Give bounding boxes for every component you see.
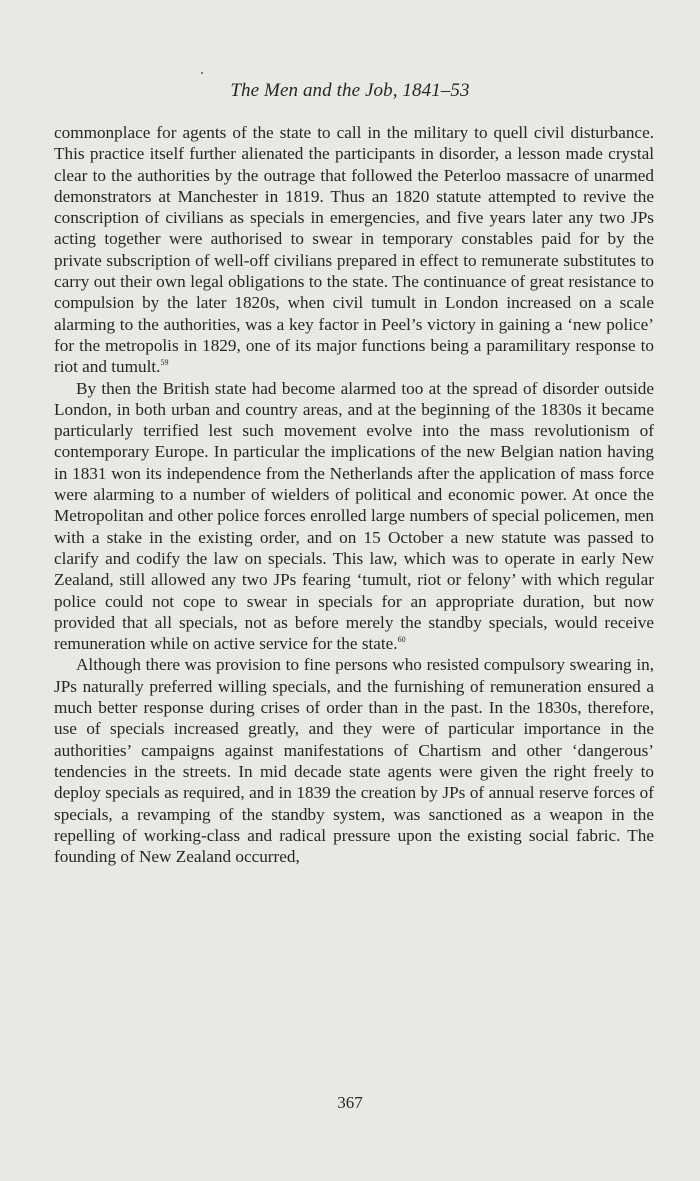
footnote-ref-59[interactable]: 59 [160,358,169,368]
paragraph-1 [54,122,654,378]
page-number: 367 [337,1093,363,1112]
paragraph-3-text: Although there was provision to fine persons who resisted compulsory swearing in, JPs naturally preferred willing specials, and the furnishing of remuneration ensured a much better response during crises of order than in the past. In the 1830s, therefore, use of specials increased greatly, and they were of particular importance in the authorities’ campaigns against manifestations of Chartism and other ‘dangerous’ tendencies in the streets. In mid decade state agents were given the right freely to deploy specials as required, and in 1839 the creation by JPs of annual reserve forces of specials, a revamping of the standby system, was sanctioned as a weapon in the repelling of working-class and radical pressure upon the existing social fabric. The founding of New Zealand occurred, [54,655,654,867]
paragraph-1-text: commonplace for agents of the state to call in the military to quell civil disturbance. This practice itself further alienated the participants in disorder, a lesson made crystal clear to the authorities by the outrage that followed the Peterloo massacre of unarmed demonstrators at Manchester in 1819. Thus an 1820 statute attempted to revive the conscription of civilians as specials in emergencies, and five years later any two JPs acting together were authorised to swear in temporary constables paid for by the private subscription of well-off civilians prepared in effect to remunerate substitutes to carry out their own legal obligations to the state. The continuance of great resistance to compulsion by the later 1820s, when civil tumult in London increased on a scale alarming to the authorities, was a key factor in Peel’s victory in gaining a ‘new police’ for the metropolis in 1829, one of its major functions being a paramilitary response to riot and tumult. [54,123,654,377]
footnote-ref-60[interactable]: 60 [397,635,406,645]
header-mark [201,72,203,74]
paragraph-3 [54,654,654,867]
running-header: The Men and the Job, 1841–53 [230,80,470,101]
paragraph-2-text: By then the British state had become alarmed too at the spread of disorder outside London, in both urban and country areas, and at the beginning of the 1830s it became particularly terrified lest such movement evolve into the mass revolutionism of contemporary Europe. In particular the implications of the new Belgian nation having in 1831 won its independence from the Netherlands after the application of mass force were alarming to a number of wielders of political and economic power. At once the Metropolitan and other police forces enrolled large numbers of special policemen, men with a stake in the existing order, and on 15 October a new statute was passed to clarify and codify the law on specials. This law, which was to operate in early New Zealand, still allowed any two JPs fearing ‘tumult, riot or felony’ with which regular police could not cope to swear in specials for an appropriate duration, but now provided that all specials, not as before merely the standby specials, would receive remuneration while on active service for the state. [54,378,654,654]
paragraph-2 [54,378,654,655]
body-text [54,122,654,867]
